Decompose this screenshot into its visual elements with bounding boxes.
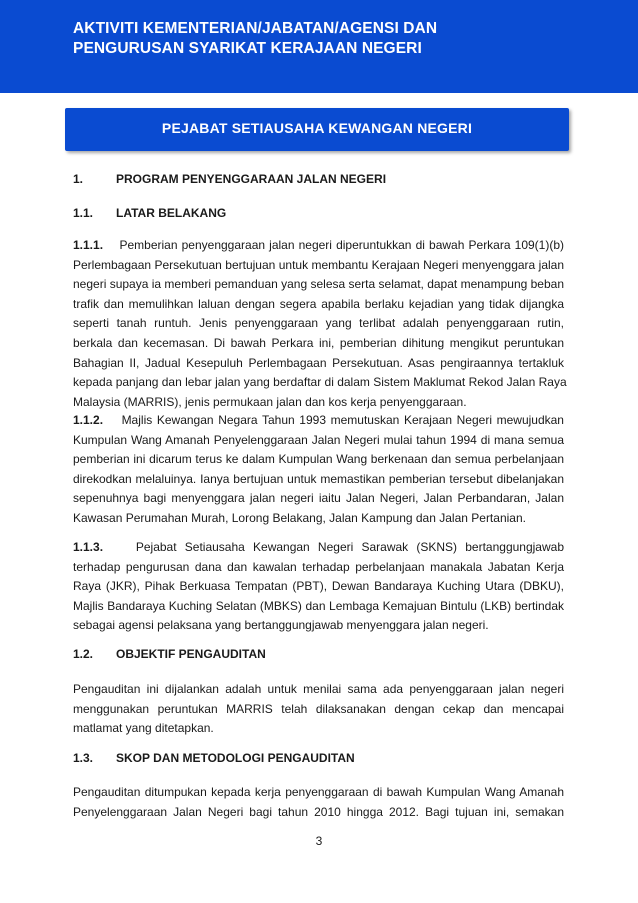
page-number: 3 — [315, 834, 323, 848]
paragraph-line: Pengauditan ini dijalankan adalah untuk menilai sama ada penyenggaraan jalan negeri — [73, 682, 564, 696]
paragraph-line: Kumpulan Wang Amanah Penyelenggaraan Jalan Negeri mulai tahun 1994 di mana semua — [73, 432, 564, 447]
paragraph-line: sepenuhnya bagi menyenggara jalan negeri iaitu Jalan Negeri, Jalan Perbandaran, Jalan — [73, 491, 564, 506]
paragraph-line: 1.1.1. Pemberian penyenggaraan jalan negeri diperuntukkan di bawah Perkara 109(1)(b) — [73, 238, 564, 252]
paragraph-1-2 — [73, 680, 564, 739]
paragraph-line: Perlembagaan Persekutuan bertujuan untuk membantu Kerajaan Negeri menyenggara jalan — [73, 257, 564, 272]
paragraph-1-1-3 — [73, 538, 564, 636]
header-title-line-1: AKTIVITI KEMENTERIAN/JABATAN/AGENSI DAN — [73, 20, 438, 37]
header-title — [73, 19, 437, 59]
paragraph-line: pemberian ini dicarum terus ke dalam Kumpulan Wang berkenaan dan semua perbelanjaan — [73, 452, 564, 467]
paragraph-1-1-1 — [73, 236, 567, 412]
paragraph-line: Kawasan Perumahan Murah, Lorong Belakang, Jalan Kampung dan Jalan Pertanian. — [73, 510, 526, 525]
heading-number: 1.2. — [73, 647, 94, 661]
heading-number: 1.1. — [73, 206, 94, 220]
paragraph-line: Penyelenggaraan Jalan Negeri bagi tahun 2010 hingga 2012. Bagi tujuan ini, semakan — [73, 804, 564, 819]
paragraph-line: seperti tanah runtuh. Jenis penyenggaraan yang terlibat adalah penyenggaraan rutin, — [73, 316, 564, 331]
paragraph-number: 1.1.1. — [73, 238, 104, 252]
header-banner — [0, 0, 638, 93]
paragraph-line: terhadap pengurusan dana dan kawalan terhadap perbelanjaan manakala Jabatan Kerja — [73, 559, 564, 574]
paragraph-line: 1.1.2. Majlis Kewangan Negara Tahun 1993 memutuskan Kerajaan Negeri mewujudkan — [73, 413, 564, 427]
paragraph-line: matlamat yang ditetapkan. — [73, 721, 214, 736]
paragraph-line: trafik dan memulihkan laluan dengan segera apabila berlaku kejadian yang tidak dijangka — [73, 296, 564, 311]
section-title-box — [65, 108, 569, 151]
paragraph-line: Raya (JKR), Pihak Berkuasa Tempatan (PBT), Dewan Bandaraya Kuching Utara (DBKU), — [73, 579, 564, 594]
paragraph-number: 1.1.2. — [73, 413, 104, 427]
paragraph-line: negeri supaya ia memberi pemanduan yang selesa serta selamat, dapat menampung beban — [73, 277, 564, 292]
header-title-line-2: PENGURUSAN SYARIKAT KERAJAAN NEGERI — [73, 40, 422, 57]
heading-label: SKOP DAN METODOLOGI PENGAUDITAN — [116, 751, 355, 765]
paragraph-line: Bahagian II, Jadual Kesepuluh Perlembagaan Persekutuan. Asas pengiraannya tertakluk — [73, 355, 564, 370]
paragraph-line: berkala dan kecemasan. Di bawah Perkara ini, pemberian dihitung mengikut peruntukan — [73, 335, 564, 350]
paragraph-line: sebagai agensi pelaksana yang bertanggungjawab menyenggara jalan negeri. — [73, 618, 489, 633]
paragraph-line: Pengauditan ditumpukan kepada kerja penyenggaraan di bawah Kumpulan Wang Amanah — [73, 785, 564, 799]
paragraph-line: 1.1.3. Pejabat Setiausaha Kewangan Negeri Sarawak (SKNS) bertanggungjawab — [73, 540, 564, 554]
paragraph-line: Malaysia (MARRIS), jenis permukaan jalan dan kos kerja penyenggaraan. — [73, 394, 467, 409]
paragraph-1-1-2 — [73, 411, 564, 529]
heading-label: OBJEKTIF PENGAUDITAN — [116, 647, 266, 661]
heading-number: 1. — [73, 172, 84, 186]
section-title: PEJABAT SETIAUSAHA KEWANGAN NEGERI — [161, 120, 473, 136]
heading-label: PROGRAM PENYENGGARAAN JALAN NEGERI — [116, 172, 387, 186]
paragraph-line: kepada panjang dan lebar jalan yang berdaftar di dalam Sistem Maklumat Rekod Jalan Raya — [73, 375, 567, 390]
paragraph-number: 1.1.3. — [73, 540, 104, 554]
paragraph-line: Majlis Bandaraya Kuching Selatan (MBKS) dan Lembaga Kemajuan Bintulu (LKB) bertindak — [73, 598, 564, 613]
heading-label: LATAR BELAKANG — [116, 206, 227, 220]
heading-number: 1.3. — [73, 751, 94, 765]
paragraph-line: menggunakan peruntukan MARRIS telah dilaksanakan dengan cekap dan mencapai — [73, 701, 564, 716]
paragraph-1-3 — [73, 783, 564, 822]
paragraph-line: direkodkan melaluinya. Ianya bertujuan untuk memastikan pemberian tersebut dibelanjakan — [73, 471, 564, 486]
